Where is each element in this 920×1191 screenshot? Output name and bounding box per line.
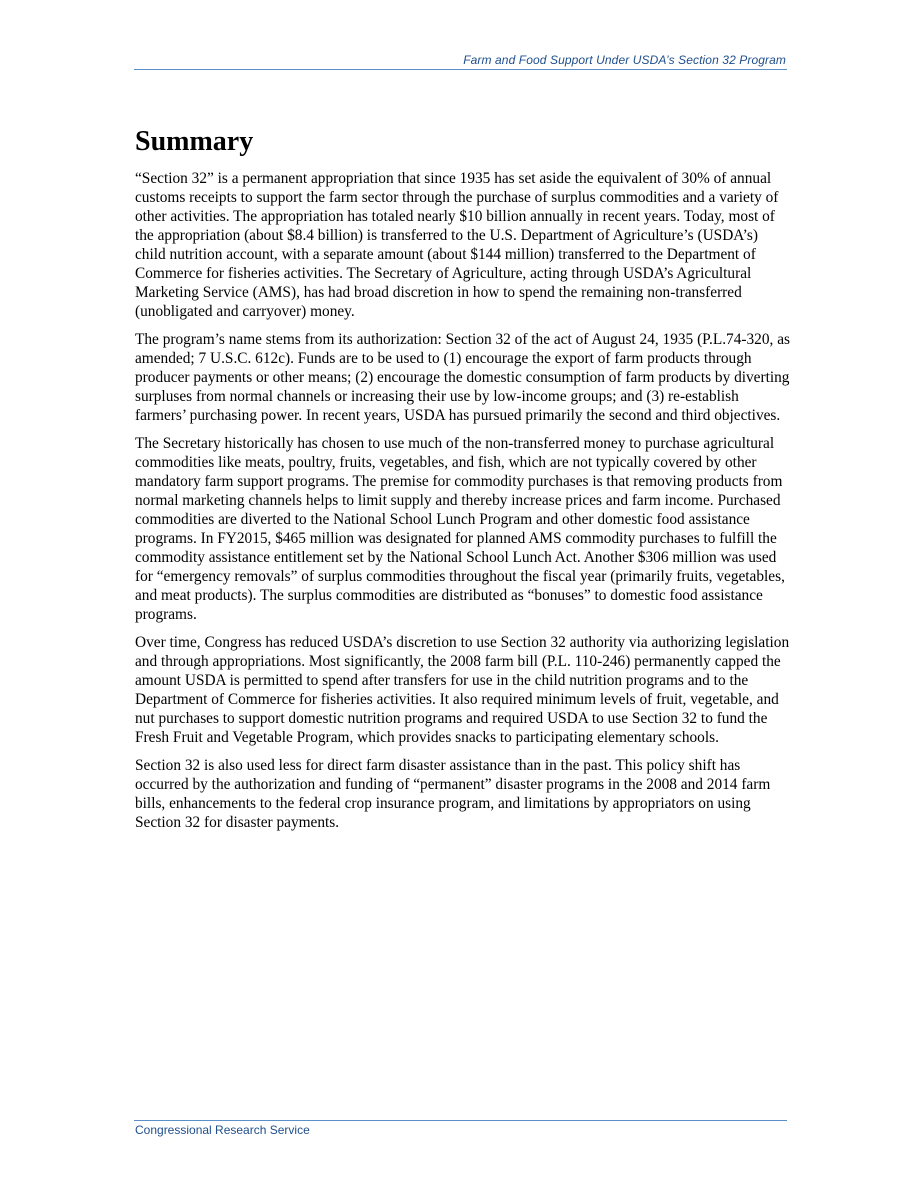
- summary-paragraph-5: Section 32 is also used less for direct farm disaster assistance than in the past. This policy shift has occurred by the authorization and funding of “permanent” disaster programs in the 2008 and 2014 farm bills, enhancements to the federal crop insurance program, and limitations by appropriators on using Section 32 for disaster payments.: [135, 757, 771, 831]
- footer-publisher: Congressional Research Service: [135, 1123, 310, 1137]
- summary-paragraph-2: The program’s name stems from its authorization: Section 32 of the act of August 24, 1935 (P.L.74-320, as amended; 7 U.S.C. 612c). Funds are to be used to (1) encourage the export of farm products through producer payments or other means; (2) encourage the domestic consumption of farm products by diverting surpluses from normal channels or increasing their use by low-income groups; and (3) re-establish farmers’ purchasing power. In recent years, USDA has pursued primarily the second and third objectives.: [135, 331, 790, 424]
- summary-paragraph-4: Over time, Congress has reduced USDA’s discretion to use Section 32 authority via authorizing legislation and through appropriations. Most significantly, the 2008 farm bill (P.L. 110-246) permanently capped the amount USDA is permitted to spend after transfers for use in the child nutrition programs and to the Department of Commerce for fisheries activities. It also required minimum levels of fruit, vegetable, and nut purchases to support domestic nutrition programs and required USDA to use Section 32 to fund the Fresh Fruit and Vegetable Program, which provides snacks to participating elementary schools.: [135, 634, 790, 746]
- page-title: Summary: [135, 126, 254, 157]
- running-header-title: Farm and Food Support Under USDA’s Section 32 Program: [463, 53, 786, 67]
- summary-body: [135, 169, 791, 841]
- summary-paragraph-1: “Section 32” is a permanent appropriation that since 1935 has set aside the equivalent of 30% of annual customs receipts to support the farm sector through the purchase of surplus commodities and a variety of other activities. The appropriation has totaled nearly $10 billion annually in recent years. Today, most of the appropriation (about $8.4 billion) is transferred to the U.S. Department of Agriculture’s (USDA’s) child nutrition account, with a separate amount (about $144 million) transferred to the Department of Commerce for fisheries activities. The Secretary of Agriculture, acting through USDA’s Agricultural Marketing Service (AMS), has had broad discretion in how to spend the remaining non-transferred (unobligated and carryover) money.: [135, 170, 779, 320]
- footer-divider: [134, 1120, 787, 1121]
- header-divider: [134, 69, 787, 70]
- summary-paragraph-3: The Secretary historically has chosen to use much of the non-transferred money to purchase agricultural commodities like meats, poultry, fruits, vegetables, and fish, which are not typically covered by other mandatory farm support programs. The premise for commodity purchases is that removing products from normal marketing channels helps to limit supply and thereby increase prices and farm income. Purchased commodities are diverted to the National School Lunch Program and other domestic food assistance programs. In FY2015, $465 million was designated for planned AMS commodity purchases to fulfill the commodity assistance entitlement set by the National School Lunch Act. Another $306 million was used for “emergency removals” of surplus commodities throughout the fiscal year (primarily fruits, vegetables, and meat products). The surplus commodities are distributed as “bonuses” to domestic food assistance programs.: [135, 435, 785, 623]
